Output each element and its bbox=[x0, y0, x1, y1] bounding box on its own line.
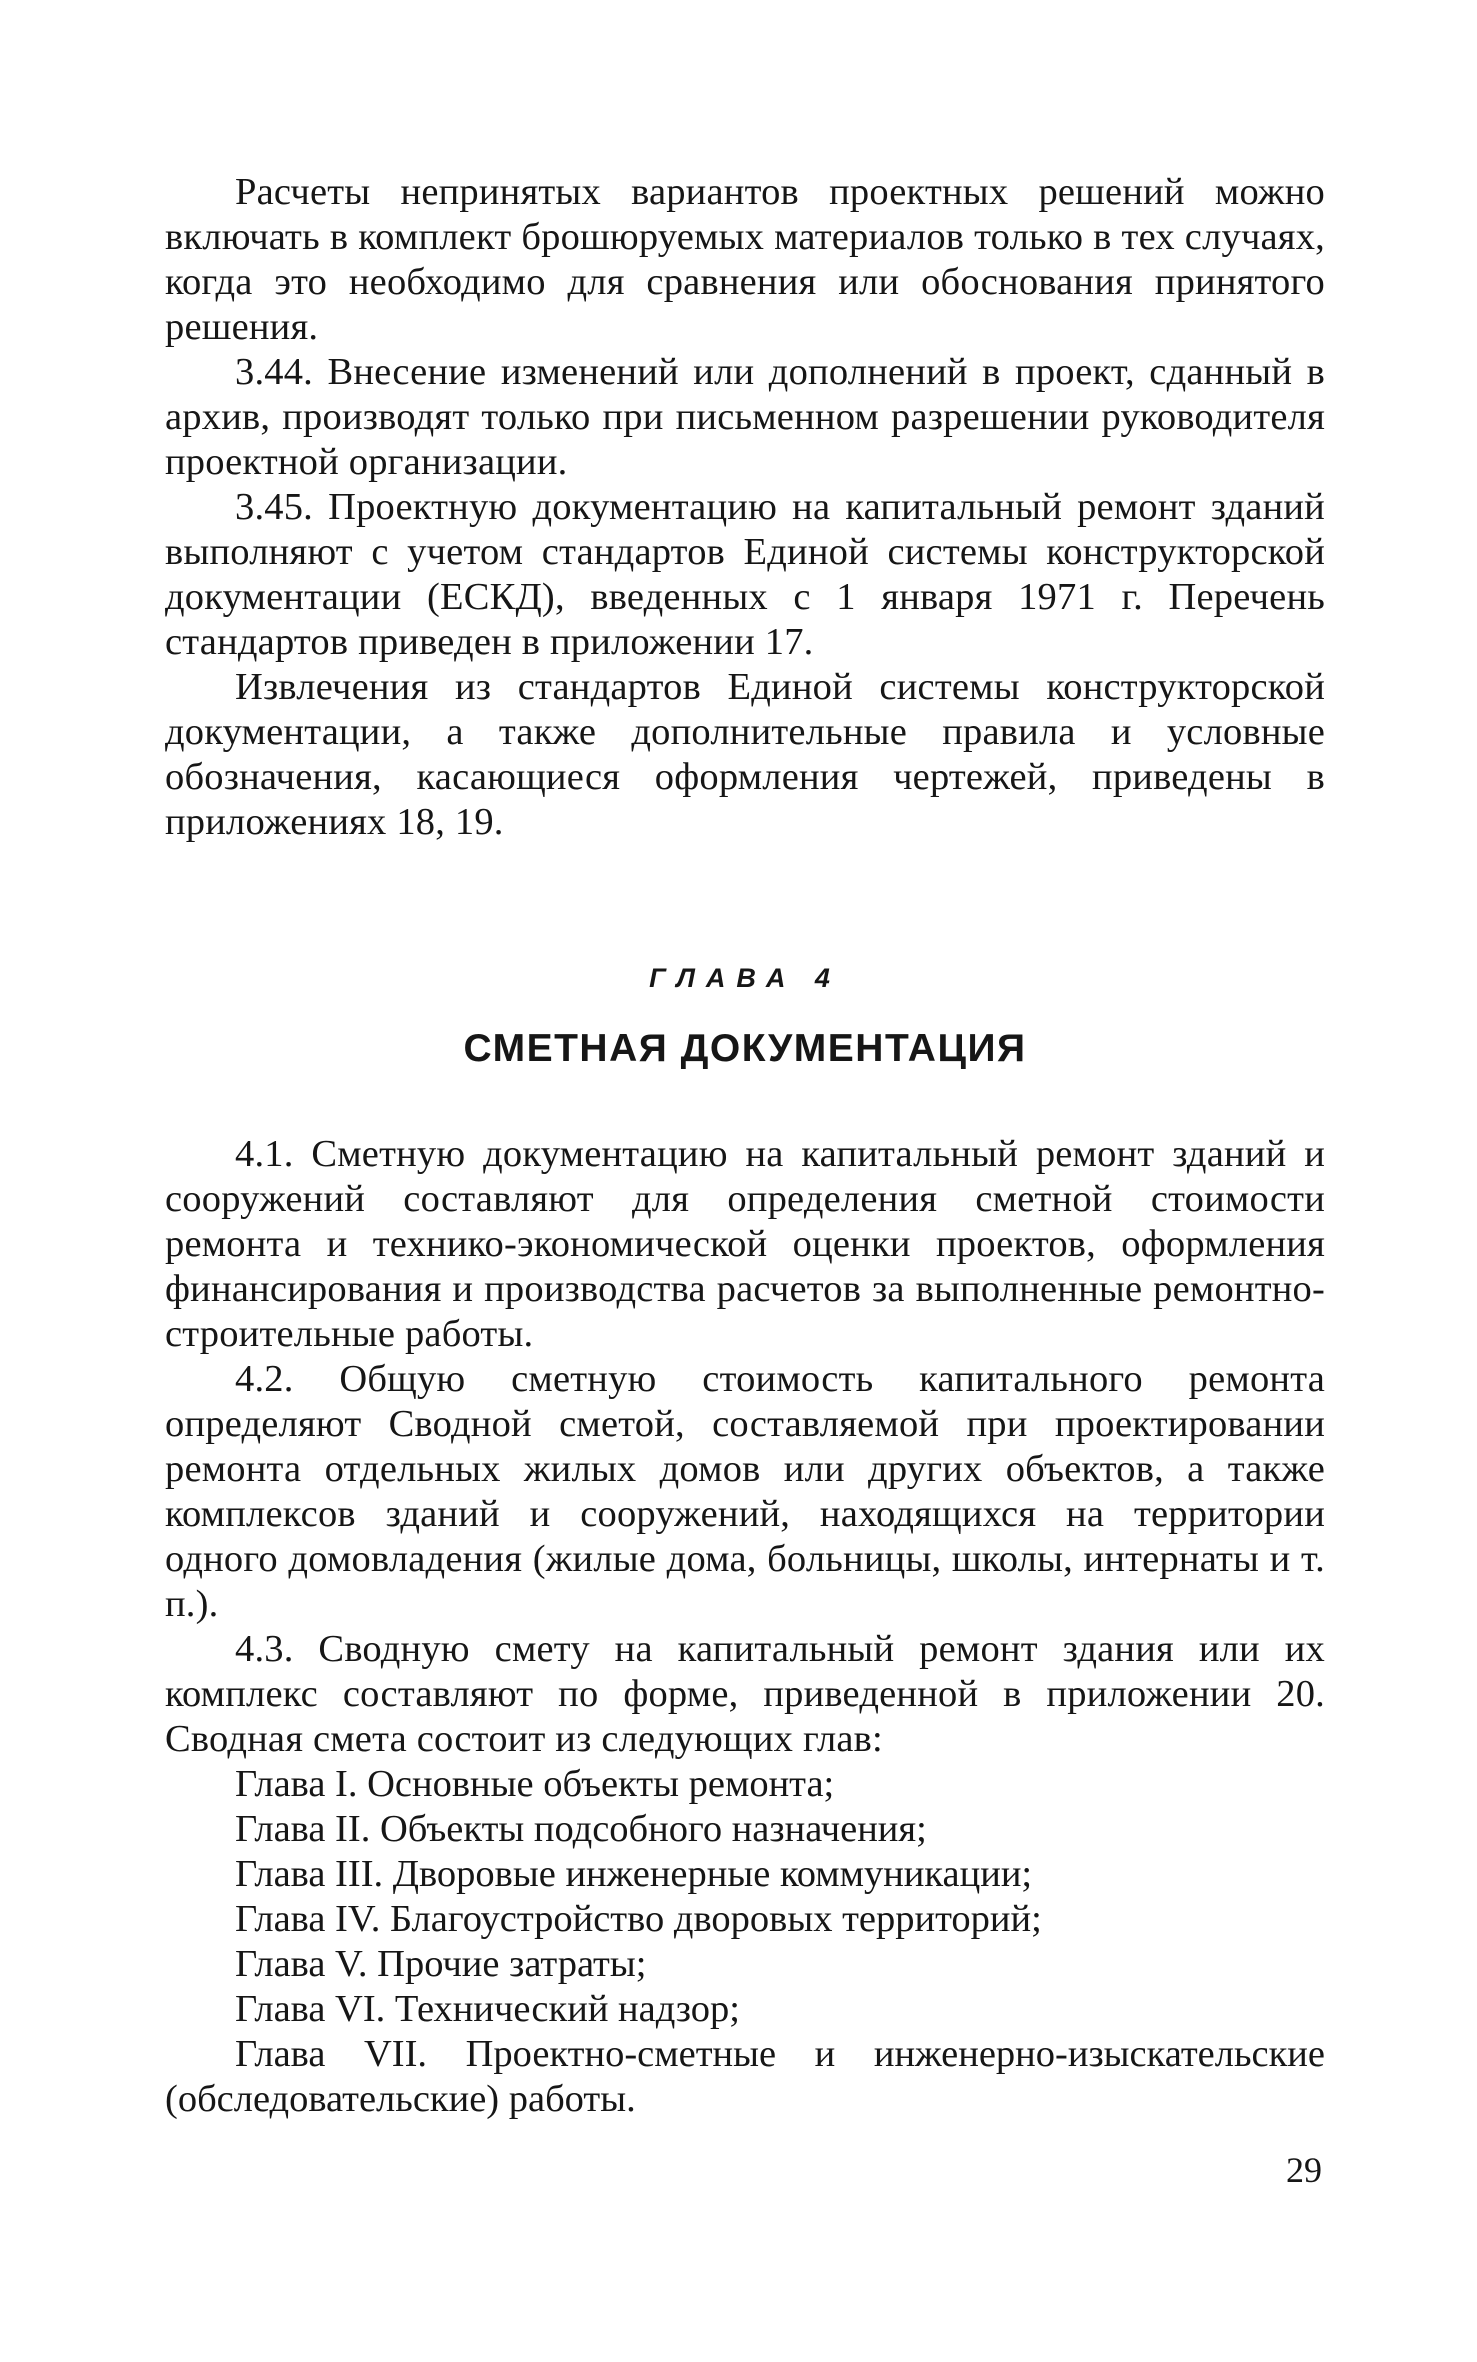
estimate-chapters-list bbox=[165, 1762, 1325, 2122]
page-number: 29 bbox=[1286, 2150, 1322, 2190]
chapter-4-body bbox=[165, 1132, 1325, 2122]
paragraph-3-45: 3.45. Проектную документацию на капитальный ремонт зданий выполняют с учетом стандартов Единой системы конструкторской документации (ЕСКД), введенных с 1 января 1971 г. Перечень стандартов приведен в приложении 17. bbox=[165, 486, 1325, 663]
paragraph-rejected-variants: Расчеты непринятых вариантов проектных решений можно включать в комплект брошюруемых материалов только в тех случаях, когда это необходимо для сравнения или обоснования принятого решения. bbox=[165, 171, 1325, 348]
document-page bbox=[165, 170, 1325, 2122]
list-item: Глава I. Основные объекты ремонта; bbox=[235, 1763, 835, 1805]
list-item: Глава II. Объекты подсобного назначения; bbox=[235, 1808, 927, 1850]
paragraph-3-44: 3.44. Внесение изменений или дополнений в проект, сданный в архив, производят только при письменном разрешении руководителя проектной организации. bbox=[165, 351, 1325, 483]
chapter-label: ГЛАВА 4 bbox=[649, 963, 841, 993]
list-item: Глава IV. Благоустройство дворовых территорий; bbox=[235, 1898, 1042, 1940]
section-3-continuation bbox=[165, 170, 1325, 845]
chapter-title: СМЕТНАЯ ДОКУМЕНТАЦИЯ bbox=[463, 1027, 1027, 1070]
paragraph-4-1: 4.1. Сметную документацию на капитальный ремонт зданий и сооружений составляют для определения сметной стоимости ремонта и технико-экономической оценки проектов, оформления финансирования и производства расчетов за выполненные ремонтно-строительные работы. bbox=[165, 1133, 1325, 1355]
list-item: Глава V. Прочие затраты; bbox=[235, 1943, 647, 1985]
list-item: Глава III. Дворовые инженерные коммуникации; bbox=[235, 1853, 1033, 1895]
paragraph-4-2: 4.2. Общую сметную стоимость капитального ремонта определяют Сводной сметой, составляемой при проектировании ремонта отдельных жилых домов или других объектов, а также комплексов зданий и сооружений, находящихся на территории одного домовладения (жилые дома, больницы, школы, интернаты и т. п.). bbox=[165, 1358, 1325, 1625]
list-item: Глава VII. Проектно-сметные и инженерно-изыскательские (обследовательские) работы. bbox=[165, 2033, 1325, 2120]
paragraph-eskd-extracts: Извлечения из стандартов Единой системы конструкторской документации, а также дополнительные правила и условные обозначения, касающиеся оформления чертежей, приведены в приложениях 18, 19. bbox=[165, 666, 1325, 843]
paragraph-4-3: 4.3. Сводную смету на капитальный ремонт здания или их комплекс составляют по форме, приведенной в приложении 20. Сводная смета состоит из следующих глав: bbox=[165, 1628, 1325, 1760]
list-item: Глава VI. Технический надзор; bbox=[235, 1988, 740, 2030]
